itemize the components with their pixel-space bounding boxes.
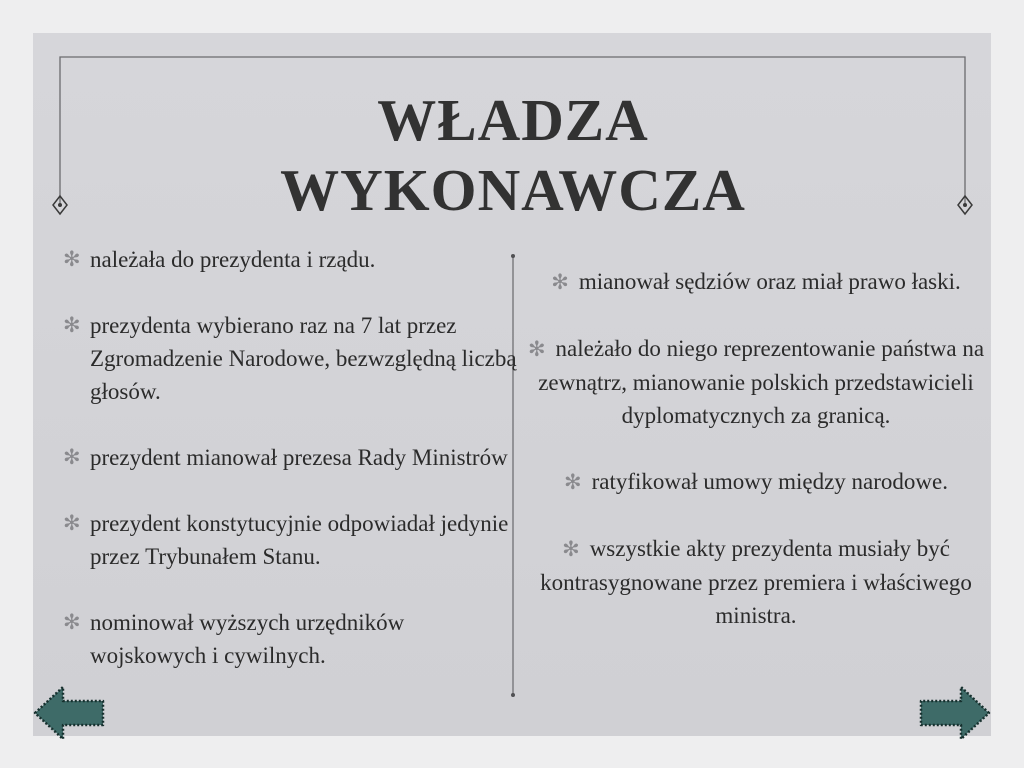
slide-title-line2: WYKONAWCZA	[280, 157, 746, 223]
slide	[33, 33, 991, 736]
asterisk-bullet-icon: ✻	[63, 313, 81, 337]
asterisk-bullet-icon: ✻	[562, 537, 580, 561]
next-slide-button[interactable]	[915, 683, 991, 743]
asterisk-bullet-icon: ✻	[63, 511, 81, 535]
right-bullet-list	[519, 265, 993, 665]
asterisk-bullet-icon: ✻	[63, 445, 81, 469]
asterisk-bullet-icon: ✻	[527, 337, 546, 361]
list-item-text: wszystkie akty prezydenta musiały być kontrasygnowane przez premiera i właściwego ministra.	[540, 536, 972, 628]
asterisk-bullet-icon: ✻	[563, 470, 582, 494]
list-item	[519, 265, 993, 299]
list-item	[53, 309, 523, 408]
asterisk-bullet-icon: ✻	[551, 270, 569, 294]
list-item	[519, 465, 993, 499]
list-item	[53, 441, 523, 474]
asterisk-bullet-icon: ✻	[63, 610, 81, 634]
previous-slide-button[interactable]	[33, 683, 109, 743]
slide-title	[93, 85, 933, 225]
list-item-text: prezydent konstytucyjnie odpowiadał jedynie przez Trybunałem Stanu.	[90, 511, 509, 569]
list-item-text: należało do niego reprezentowanie państwa na zewnątrz, mianowanie polskich przedstawicieli dyplomatycznych za granicą.	[538, 336, 985, 428]
arrow-right-icon	[915, 683, 991, 743]
list-item-text: nominował wyższych urzędników wojskowych i cywilnych.	[90, 610, 405, 668]
list-item	[53, 606, 523, 672]
left-bullet-list	[53, 243, 523, 705]
slide-title-line1: WŁADZA	[377, 87, 649, 153]
list-item-text: prezydent mianował prezesa Rady Ministrów	[90, 445, 508, 470]
list-item-text: mianował sędziów oraz miał prawo łaski.	[578, 269, 961, 294]
list-item	[53, 507, 523, 573]
list-item	[519, 532, 993, 632]
arrow-left-icon	[33, 683, 109, 743]
list-item-text: należała do prezydenta i rządu.	[90, 247, 376, 272]
list-item-text: ratyfikował umowy między narodowe.	[591, 469, 948, 494]
asterisk-bullet-icon: ✻	[63, 247, 81, 271]
list-item-text: prezydenta wybierano raz na 7 lat przez Zgromadzenie Narodowe, bezwzględną liczbą głosów.	[90, 313, 517, 404]
list-item	[519, 332, 993, 432]
list-item	[53, 243, 523, 276]
